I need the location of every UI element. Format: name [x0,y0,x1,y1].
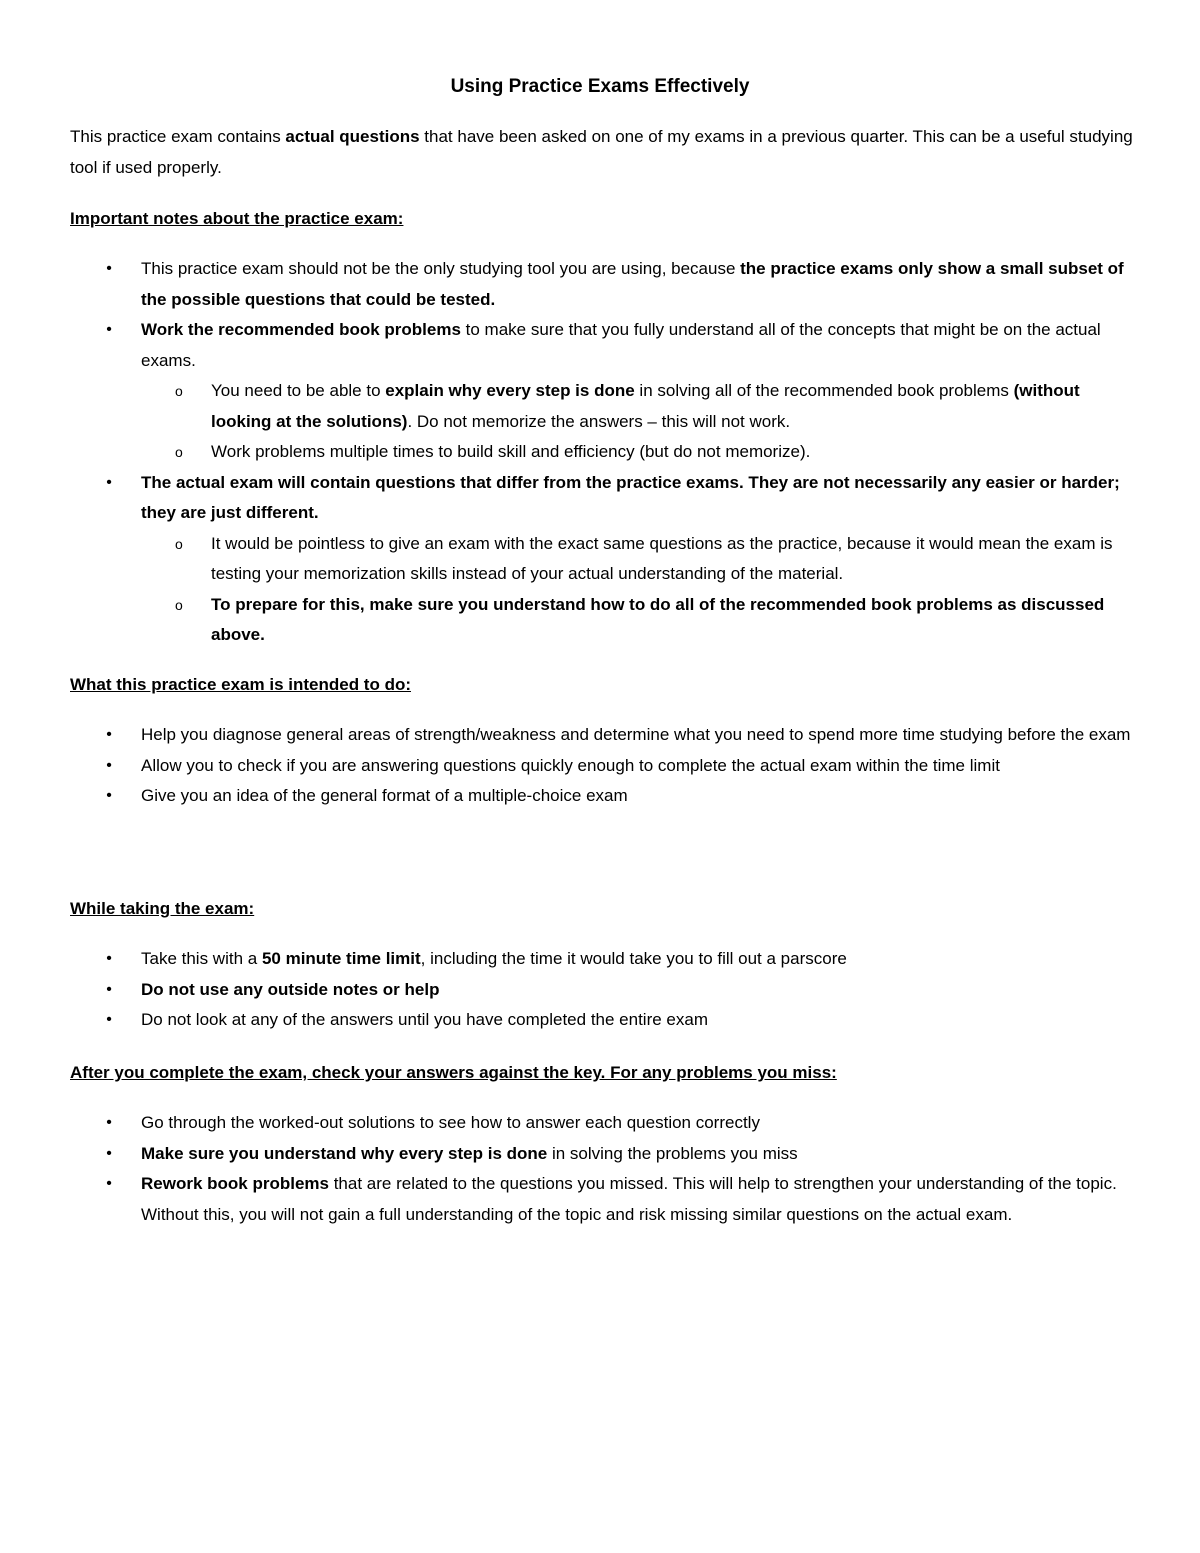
sub-list-item [0,437,1140,468]
section-heading-intended-to-do: What this practice exam is intended to do: [70,675,411,694]
bullet-icon: • [106,787,112,804]
sub-item-text: . Do not memorize the answers – this will not work. [407,411,791,431]
list-item [0,751,1200,782]
bullet-icon: • [106,1175,112,1192]
bullet-icon: • [106,321,112,338]
section-heading-after-complete: After you complete the exam, check your answers against the key. For any problems you miss: [70,1063,837,1082]
sub-item-text: You need to be able to [211,381,386,400]
list-item-text: Help you diagnose general areas of strength/weakness and determine what you need to spend more time studying before the exam [141,725,1131,744]
list-item-text: Give you an idea of the general format of a multiple-choice exam [141,786,628,805]
intro-paragraph [70,122,1135,183]
after-complete-list [0,1108,1200,1230]
list-item-bold: Work the recommended book problems [141,320,461,339]
section-heading-important-notes: Important notes about the practice exam: [70,209,404,228]
circle-bullet-icon: o [175,596,183,613]
sub-list-item [0,376,1140,437]
list-item-text: in solving the problems you miss [547,1143,798,1163]
sub-item-text: Work problems multiple times to build skill and efficiency (but do not memorize). [211,442,811,461]
list-item [0,468,1200,651]
bullet-icon: • [106,260,112,277]
sub-list-item [0,590,1140,651]
list-item [0,1139,1200,1170]
intro-text-end: that have been asked on one of my exams in a previous quarter. This can be a useful studying tool if used properly. [70,127,1133,177]
while-taking-list [0,944,1200,1036]
important-notes-list [0,254,1200,651]
sub-item-bold: explain why every step is done [385,381,635,400]
list-item [0,1005,1200,1036]
bullet-icon: • [106,726,112,743]
list-item-text: that are related to the questions you missed. This will help to strengthen your understanding of the topic. Without this, you will not gain a full understanding of the topic and risk missing similar questions on the actual exam. [141,1174,1117,1224]
section-heading-while-taking: While taking the exam: [70,899,255,918]
list-item [0,1108,1200,1139]
bullet-icon: • [106,1144,112,1162]
list-item-text: to make sure that you fully understand all of the concepts that might be on the actual exams. [141,320,1101,370]
list-item-text: Take this with a [141,949,262,968]
list-item [0,315,1200,468]
bullet-icon: • [106,756,112,774]
page-title: Using Practice Exams Effectively [450,76,750,97]
sub-item-bold: To prepare for this, make sure you understand how to do all of the recommended book problems as discussed above. [211,594,1105,644]
bullet-icon: • [106,980,112,998]
list-item-bold: The actual exam will contain questions that differ from the practice exams. They are not necessarily any easier or harder; they are just different. [141,472,1120,522]
bullet-icon: • [106,1011,112,1028]
list-item [0,1169,1200,1230]
list-item-bold: the practice exams only show a small subset of the possible questions that could be tested. [141,259,1124,309]
intended-list [0,720,1200,812]
list-item-bold: Rework book problems [141,1174,329,1193]
sub-item-text: in solving all of the recommended book problems [634,381,1014,400]
list-item-bold: Do not use any outside notes or help [141,979,440,999]
list-item [0,944,1200,975]
list-item-text: , including the time it would take you to fill out a parscore [420,949,847,968]
sub-item-bold: (without looking at the solutions) [211,381,1080,431]
sub-list [0,529,1140,651]
sub-list-item [0,529,1140,590]
list-item [0,720,1200,751]
list-item [0,975,1200,1006]
list-item [0,781,1200,812]
circle-bullet-icon: o [175,535,183,552]
list-item-text: Go through the worked-out solutions to see how to answer each question correctly [141,1113,760,1132]
bullet-icon: • [106,473,112,491]
list-item [0,254,1200,315]
sub-list [0,376,1140,468]
list-item-text: This practice exam should not be the only studying tool you are using, because [141,259,741,278]
list-item-text: Allow you to check if you are answering questions quickly enough to complete the actual exam within the time limit [141,755,1000,775]
bullet-icon: • [106,1114,112,1131]
circle-bullet-icon: o [175,383,183,399]
intro-bold: actual questions [285,127,420,146]
list-item-text: Do not look at any of the answers until you have completed the entire exam [141,1010,708,1029]
sub-item-text: It would be pointless to give an exam with the exact same questions as the practice, because it would mean the exam is testing your memorization skills instead of your actual understanding of the material. [211,533,1113,583]
bullet-icon: • [106,950,112,967]
circle-bullet-icon: o [175,444,183,460]
intro-text: This practice exam contains [70,127,286,146]
list-item-bold: Make sure you understand why every step is done [141,1143,548,1163]
list-item-bold: 50 minute time limit [261,949,421,968]
